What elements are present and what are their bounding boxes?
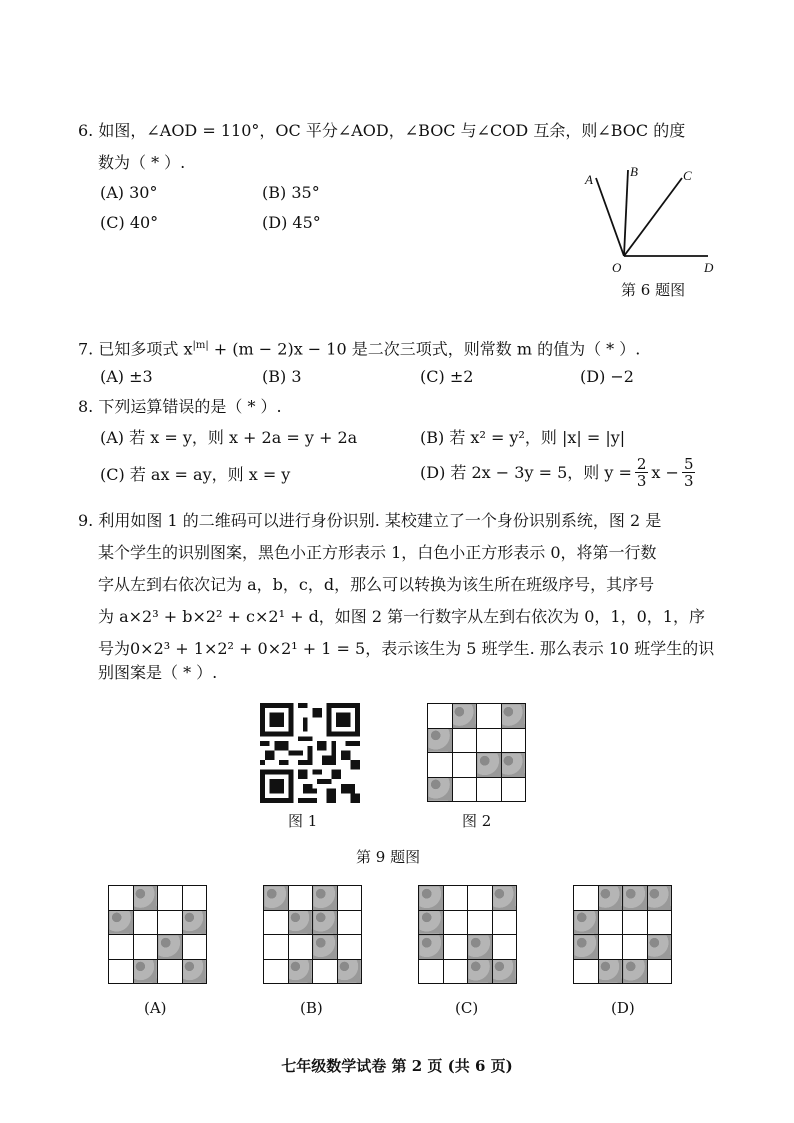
q6-stem-line1: 6. 如图，∠AOD = 110°，OC 平分∠AOD，∠BOC 与∠COD 互余，则∠BOC 的度 [78,121,686,140]
grid-cell-white [598,935,623,960]
q8-option-d [420,456,695,489]
q7-exponent: |m| [192,340,209,351]
grid-cell-white [288,935,313,960]
grid-cell-white [337,935,362,960]
grid-cell-white [477,728,502,753]
q8-stem: 8. 下列运算错误的是（ * ）. [78,397,282,416]
grid-cell-black [133,959,158,984]
option-b-grid[interactable] [263,885,362,984]
q8-option-b: (B) 若 x² = y²，则 |x| = |y| [420,428,626,447]
q9-line-6: 别图案是（ * ）. [98,663,218,682]
grid-cell-black [158,935,183,960]
grid-cell-white [264,959,289,984]
option-c-grid[interactable] [418,885,517,984]
grid-cell-white [133,910,158,935]
grid-cell-white [468,910,493,935]
q6-option-c: (C) 40° [100,213,159,232]
grid-cell-white [109,935,134,960]
q8-option-d-mid: x − [651,462,679,482]
q7-option-a: (A) ±3 [100,367,153,386]
grid-cell-black [313,935,338,960]
q6-option-b: (B) 35° [262,183,320,202]
q9-line-1: 9. 利用如图 1 的二维码可以进行身份识别. 某校建立了一个身份识别系统，图 2 是 [78,511,662,530]
grid-cell-black [313,886,338,911]
grid-cell-black [623,886,648,911]
q6-stem-line2: 数为（ * ）. [98,153,186,172]
grid-cell-white [492,910,517,935]
grid-cell-white [443,959,468,984]
q8-option-a: (A) 若 x = y，则 x + 2a = y + 2a [100,428,358,447]
option-a-grid[interactable] [108,885,207,984]
grid-cell-white [623,935,648,960]
grid-cell-white [264,910,289,935]
ray-oa [596,178,624,256]
grid-cell-white [647,910,672,935]
grid-cell-white [182,935,207,960]
q9-line-2: 某个学生的识别图案，黑色小正方形表示 1，白色小正方形表示 0，将第一行数 [98,543,657,562]
grid-cell-white [501,777,526,802]
grid-cell-black [598,886,623,911]
grid-cell-black [428,728,453,753]
grid-cell-white [158,910,183,935]
grid-cell-white [428,704,453,729]
q7-option-d: (D) −2 [580,367,634,386]
grid-cell-white [623,910,648,935]
grid-cell-white [443,935,468,960]
grid-cell-black [468,959,493,984]
q7-option-c: (C) ±2 [420,367,474,386]
grid-cell-black [501,753,526,778]
figure-2-caption: 图 2 [462,812,492,830]
grid-cell-black [288,959,313,984]
grid-cell-white [337,910,362,935]
grid-cell-black [428,777,453,802]
q7-stem-prefix: 7. 已知多项式 x [78,339,193,359]
grid-cell-black [337,959,362,984]
grid-cell-white [468,886,493,911]
q6-figure-caption: 第 6 题图 [621,281,686,299]
grid-cell-white [158,886,183,911]
option-a-label[interactable]: (A) [144,999,167,1017]
grid-cell-black [574,910,599,935]
q9-line-3: 字从左到右依次记为 a，b，c，d，那么可以转换为该生所在班级序号，其序号 [98,575,655,594]
grid-cell-white [133,935,158,960]
grid-cell-white [337,886,362,911]
point-label-d: D [704,260,714,275]
grid-cell-black [419,935,444,960]
grid-cell-black [574,935,599,960]
q8-option-d-label: (D) 若 2x − 3y = 5，则 y = [420,462,632,482]
grid-cell-white [428,753,453,778]
grid-cell-black [623,959,648,984]
grid-cell-white [452,753,477,778]
ray-oc [624,178,682,256]
grid-cell-black [477,753,502,778]
grid-cell-black [468,935,493,960]
grid-cell-white [477,704,502,729]
grid-cell-black [501,704,526,729]
ray-ob [624,170,628,256]
q8-fraction-five-thirds: $\frac{5}{3}$ [683,455,694,490]
grid-cell-black [647,935,672,960]
grid-cell-black [598,959,623,984]
grid-cell-white [182,886,207,911]
grid-cell-white [419,959,444,984]
grid-cell-white [598,910,623,935]
q9-figure-caption: 第 9 题图 [356,848,421,866]
grid-cell-white [443,886,468,911]
point-label-b: B [630,164,638,179]
grid-cell-black [182,959,207,984]
option-d-grid[interactable] [573,885,672,984]
grid-cell-black [452,704,477,729]
grid-cell-white [452,777,477,802]
grid-cell-black [492,959,517,984]
q8-fraction-two-thirds: $\frac{2}{3}$ [636,455,647,490]
q9-line-4: 为 a×2³ + b×2² + c×2¹ + d，如图 2 第一行数字从左到右依次为 0，1，0，1，序 [98,607,705,626]
grid-cell-black [288,910,313,935]
page-footer: 七年级数学试卷 第 2 页 (共 6 页) [281,1057,513,1075]
point-label-o: O [612,260,622,275]
grid-cell-black [313,910,338,935]
grid-cell-black [419,886,444,911]
qr-code-figure [258,703,362,803]
grid-cell-white [452,728,477,753]
grid-cell-white [477,777,502,802]
grid-cell-white [443,910,468,935]
option-d-label[interactable]: (D) [611,999,635,1017]
q8-option-c: (C) 若 ax = ay，则 x = y [100,465,291,484]
option-c-label[interactable]: (C) [455,999,479,1017]
grid-cell-white [109,959,134,984]
q7-stem [78,336,640,359]
grid-cell-white [158,959,183,984]
q6-angle-figure [570,160,730,280]
figure-2-grid [427,703,526,802]
point-label-c: C [683,168,692,183]
grid-cell-black [133,886,158,911]
grid-cell-white [492,935,517,960]
q6-option-d: (D) 45° [262,213,321,232]
grid-cell-white [109,886,134,911]
grid-cell-white [288,886,313,911]
grid-cell-black [492,886,517,911]
option-b-label[interactable]: (B) [300,999,323,1017]
grid-cell-white [574,886,599,911]
point-label-a: A [585,172,593,187]
q7-stem-suffix: + (m − 2)x − 10 是二次三项式，则常数 m 的值为（ * ）. [208,339,641,359]
figure-1-caption: 图 1 [288,812,318,830]
q6-option-a: (A) 30° [100,183,158,202]
grid-cell-black [264,886,289,911]
q7-option-b: (B) 3 [262,367,302,386]
grid-cell-black [182,910,207,935]
grid-cell-white [313,959,338,984]
grid-cell-white [574,959,599,984]
grid-cell-white [501,728,526,753]
q9-line-5: 号为0×2³ + 1×2² + 0×2¹ + 1 = 5，表示该生为 5 班学生. 那么表示 10 班学生的识 [98,639,715,658]
grid-cell-white [264,935,289,960]
grid-cell-white [647,959,672,984]
grid-cell-black [647,886,672,911]
grid-cell-black [419,910,444,935]
grid-cell-black [109,910,134,935]
